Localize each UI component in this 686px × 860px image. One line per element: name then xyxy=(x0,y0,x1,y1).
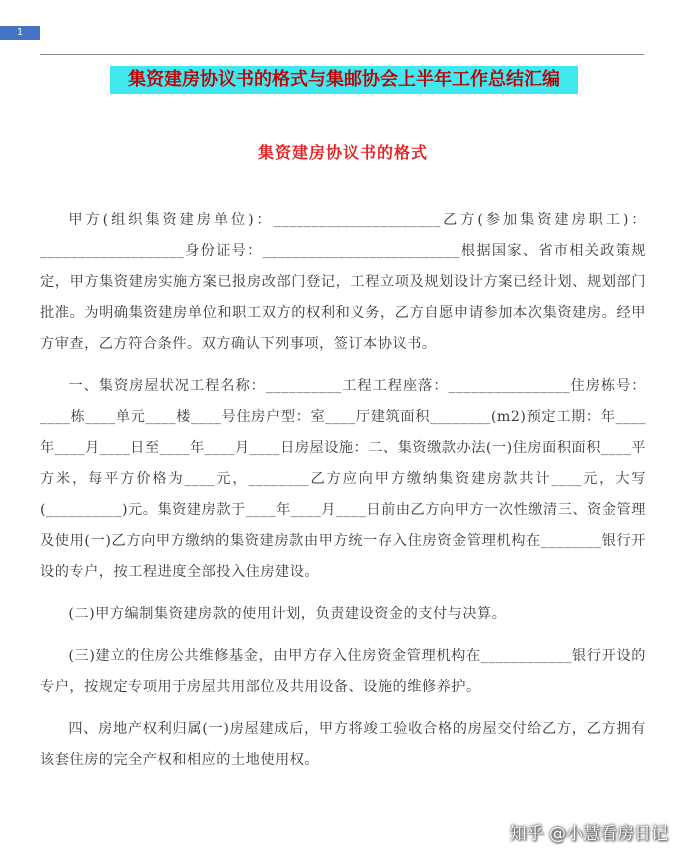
document-main-title: 集资建房协议书的格式与集邮协会上半年工作总结汇编 xyxy=(110,66,578,94)
paragraph-property-rights: 四、房地产权利归属(一)房屋建成后，甲方将竣工验收合格的房屋交付给乙方，乙方拥有该套住房的完全产权和相应的土地使用权。 xyxy=(40,721,646,768)
page-number-badge: 1 xyxy=(0,26,40,40)
paragraph-maintenance-fund: (三)建立的住房公共维修基金，由甲方存入住房资金管理机构在____________银行开设的专户，按规定专项用于房屋共用部位及共用设备、设施的维修养护。 xyxy=(40,648,646,695)
header-rule xyxy=(40,54,644,55)
document-body xyxy=(40,205,646,776)
paragraph-housing-and-payment: 一、集资房屋状况工程名称：__________工程工程座落：________________住房栋号：____栋____单元____楼____号住房户型：室____厅建筑面积________(m2)预定工期：年____年____月____日至____年____月____日房屋设施：二、集资缴款办法(一)住房面积面积____平方米，每平方价格为____元，________乙方应向甲方缴纳集资建房款共计____元，大写(__________)元。集资建房款于____年____月____日前由乙方向甲方一次性缴清三、资金管理及使用(一)乙方向甲方缴纳的集资建房款由甲方统一存入住房资金管理机构在________银行开设的专户，按工程进度全部投入住房建设。 xyxy=(40,378,646,580)
zhihu-watermark: 知乎 @小慧看房日记 xyxy=(509,824,668,844)
document-sub-title: 集资建房协议书的格式 xyxy=(257,143,428,162)
paragraph-use-plan: (二)甲方编制集资建房款的使用计划，负责建设资金的支付与决算。 xyxy=(68,606,507,622)
paragraph-parties: 甲方(组织集资建房单位)：______________________乙方(参加集资建房职工)：___________________身份证号：__________________________根据国家、省市相关政策规定，甲方集资建房实施方案已报房改部门登记，工程立项及规划设计方案已经计划、规划部门批准。为明确集资建房单位和职工双方的权利和义务，乙方自愿申请参加本次集资建房。经甲方审查，乙方符合条件。双方确认下列事项，签订本协议书。 xyxy=(40,212,646,352)
